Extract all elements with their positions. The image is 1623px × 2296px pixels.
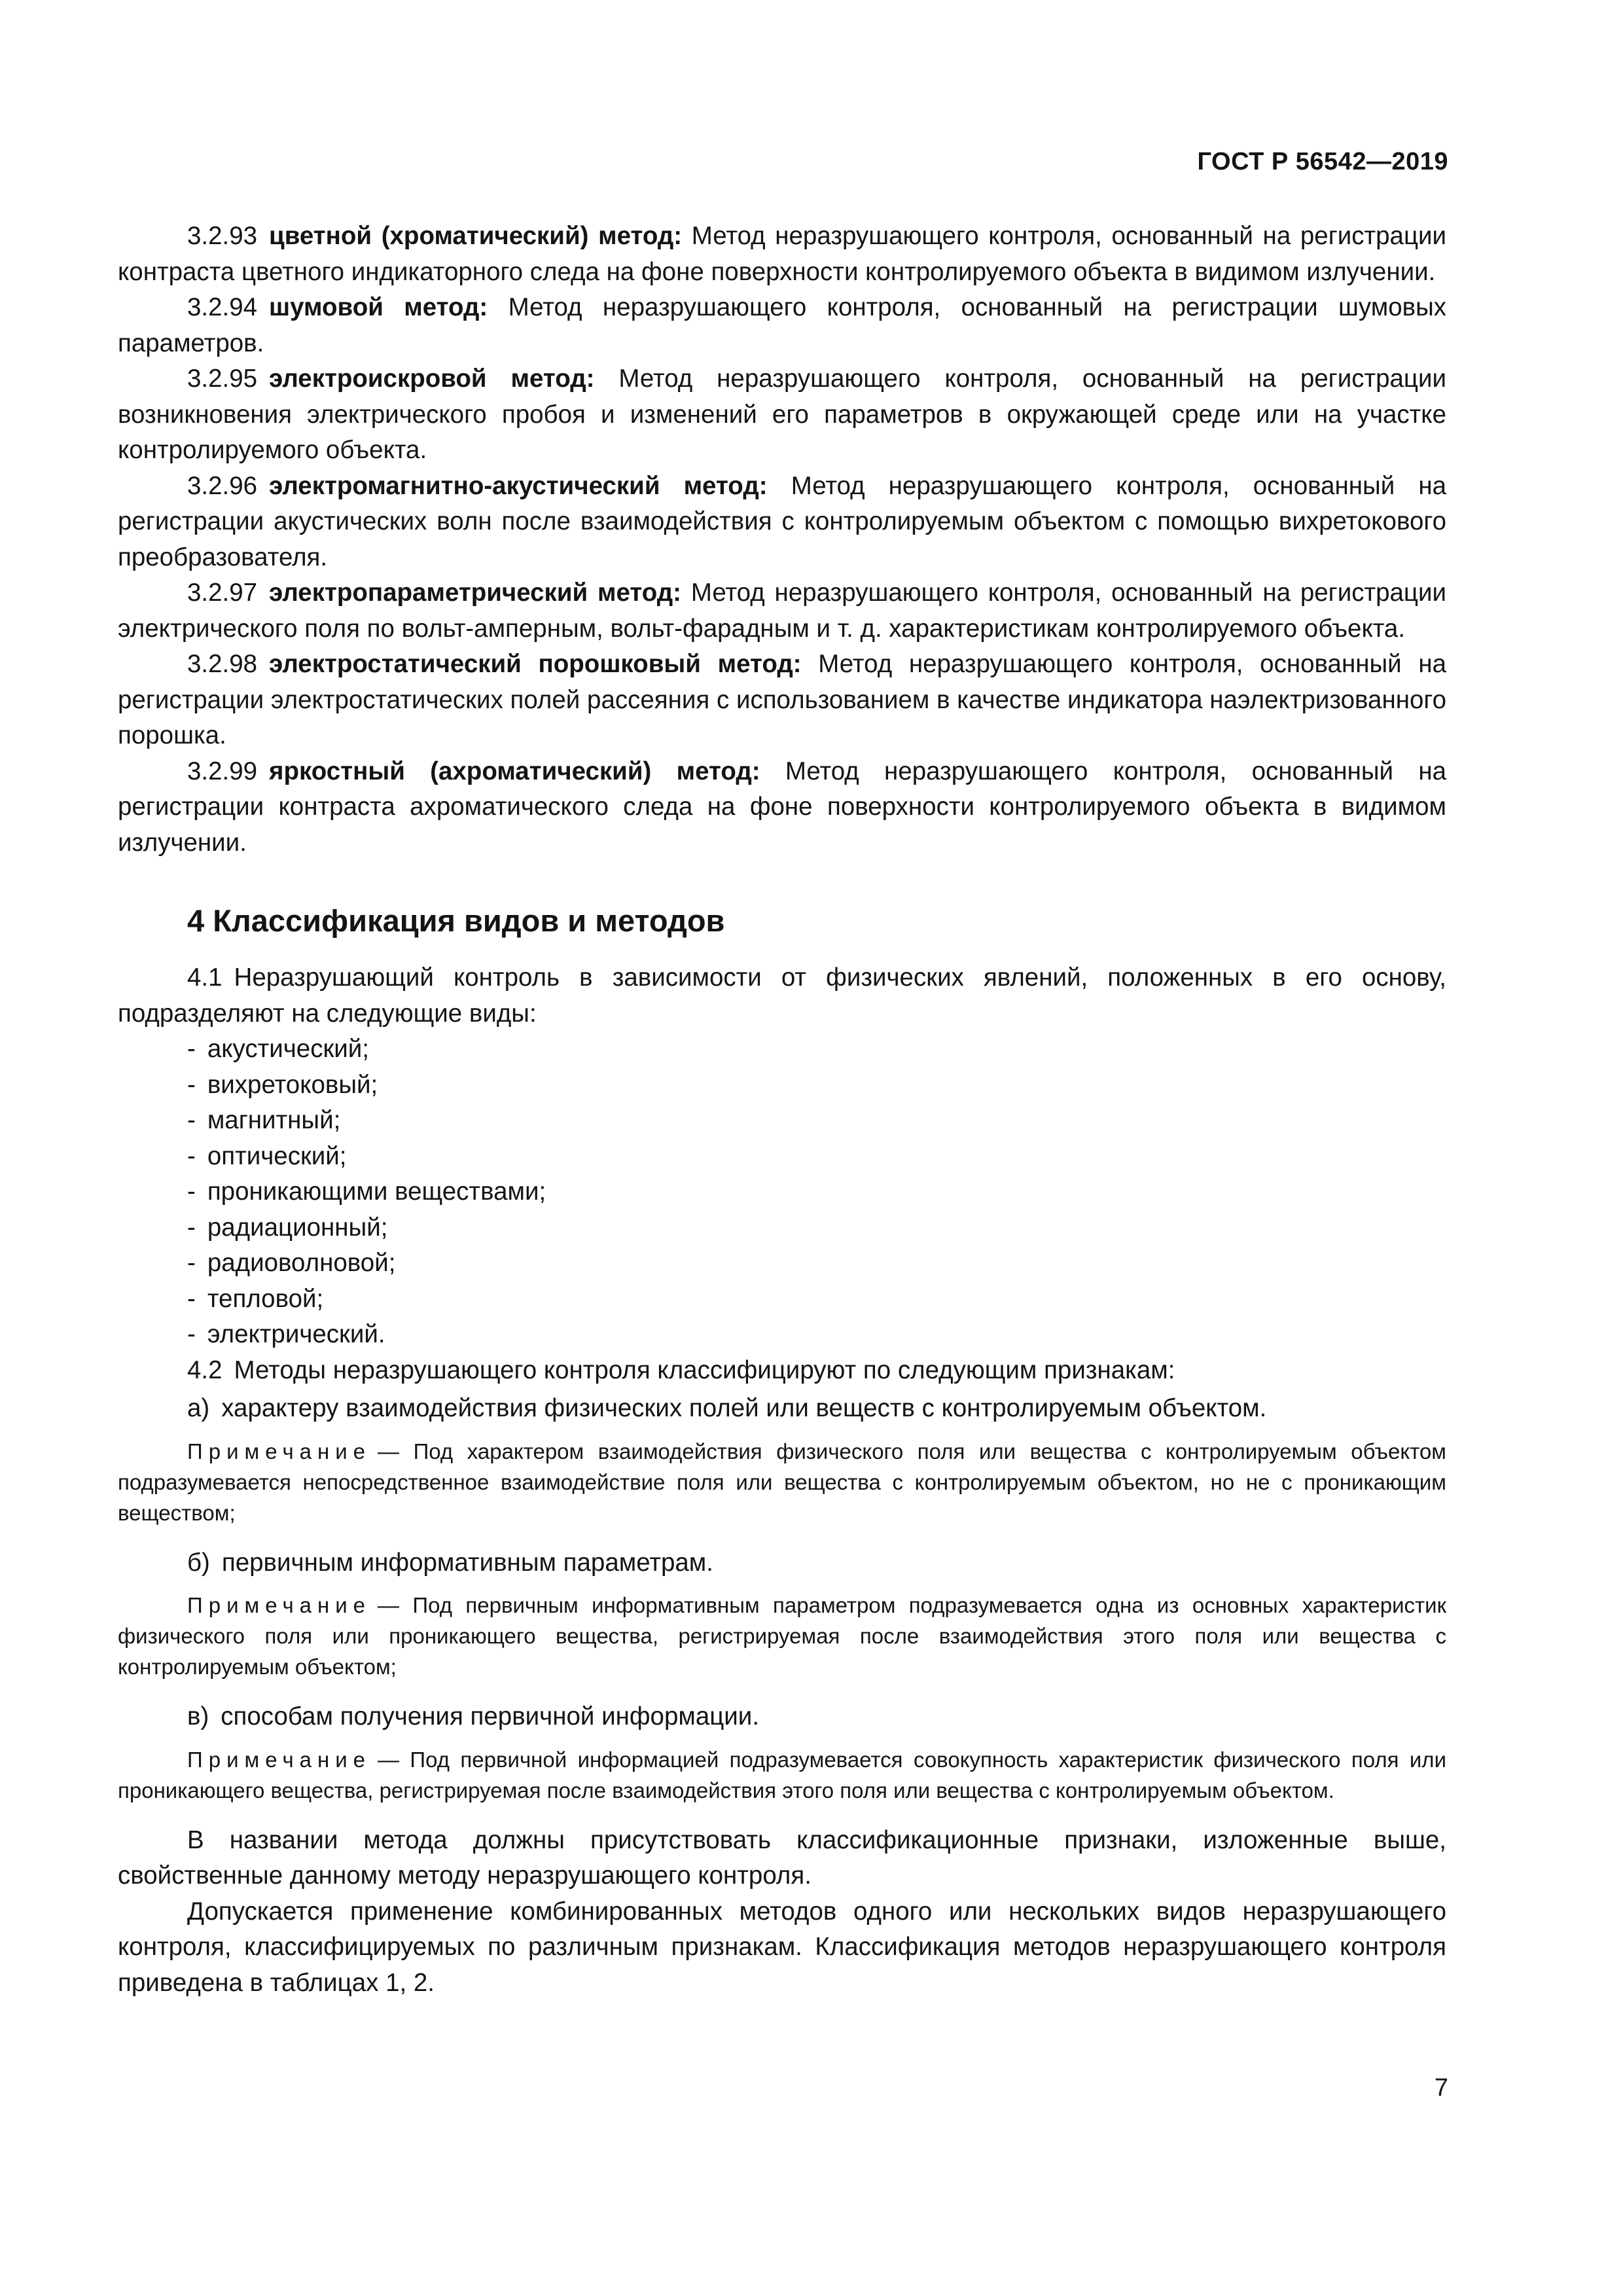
- closing-paragraphs: [118, 1823, 1446, 2001]
- classification-criteria: [118, 1391, 1446, 1806]
- definition-term: электроискровой метод:: [269, 365, 595, 393]
- definition-item: [118, 647, 1446, 754]
- definition-term: электростатический порошковый метод:: [269, 650, 802, 678]
- control-type-item: - вихретоковый;: [118, 1067, 1446, 1103]
- definitions-list: [118, 219, 1446, 861]
- note-label: Примечание: [187, 1747, 372, 1772]
- definition-term: электропараметрический метод:: [269, 579, 681, 607]
- criterion-item: [118, 1699, 1446, 1735]
- note-label: Примечание: [187, 1593, 372, 1617]
- definition-text: Метод неразрушающего контроля, основанный на регистрации акустических волн после взаимодействия с контролируемым объектом с помощью вихретокового преобразователя.: [118, 471, 1446, 571]
- criterion-label: б): [187, 1548, 210, 1577]
- definition-term: яркостный (ахроматический) метод:: [269, 757, 760, 785]
- note-text: Под характером взаимодействия физического поля или вещества с контролируемым объектом подразумевается непосредственное взаимодействие поля или вещества с контролируемым объектом, но не с проникающим веществом;: [118, 1439, 1446, 1525]
- clause-number: 4.1: [187, 963, 223, 992]
- definition-text: Метод неразрушающего контроля, основанный на регистрации электрического поля по вольт-амперным, вольт-фарадным и т. д. характеристикам контролируемого объекта.: [118, 579, 1446, 643]
- definition-text: Метод неразрушающего контроля, основанный на регистрации контраста ахроматического следа на фоне поверхности контролируемого объекта в видимом излучении.: [118, 757, 1447, 857]
- page-number: 7: [1434, 2074, 1448, 2102]
- definition-number: 3.2.94: [187, 293, 258, 321]
- definition-item: [118, 361, 1446, 469]
- control-type-item: - магнитный;: [118, 1103, 1446, 1139]
- paragraph-4-1: [118, 960, 1446, 1031]
- clause-text: Неразрушающий контроль в зависимости от физических явлений, положенных в его основу, подразделяют на следующие виды:: [118, 963, 1446, 1028]
- document-header: ГОСТ Р 56542—2019: [1197, 148, 1448, 175]
- criterion-item: [118, 1545, 1446, 1581]
- clause-text: Методы неразрушающего контроля классифицируют по следующим признакам:: [234, 1355, 1175, 1384]
- paragraph-4-2: [118, 1353, 1446, 1389]
- criterion-text: способам получения первичной информации.: [221, 1702, 760, 1731]
- note: [118, 1590, 1446, 1682]
- definition-number: 3.2.99: [187, 757, 258, 785]
- control-type-item: - оптический;: [118, 1139, 1446, 1175]
- definition-item: [118, 219, 1446, 290]
- definition-term: электромагнитно-акустический метод:: [269, 471, 768, 500]
- criterion-label: в): [187, 1702, 209, 1731]
- note: [118, 1744, 1446, 1806]
- definition-item: [118, 575, 1446, 647]
- control-type-item: - проникающими веществами;: [118, 1174, 1446, 1210]
- definition-number: 3.2.93: [187, 222, 258, 250]
- definition-term: шумовой метод:: [269, 293, 488, 321]
- control-types-list: [118, 1031, 1446, 1353]
- section-title: 4 Классификация видов и методов: [187, 903, 725, 938]
- control-type-item: - тепловой;: [118, 1282, 1446, 1318]
- criterion-item: [118, 1391, 1446, 1427]
- control-type-item: - акустический;: [118, 1031, 1446, 1067]
- definition-number: 3.2.97: [187, 579, 258, 607]
- note-text: Под первичной информацией подразумевается совокупность характеристик физического поля или проникающего вещества, регистрируемая после взаимодействия этого поля или вещества с контролируемым объектом.: [118, 1747, 1446, 1803]
- criterion-text: первичным информативным параметрам.: [221, 1548, 713, 1577]
- note-dash: —: [378, 1747, 400, 1772]
- note-dash: —: [378, 1593, 400, 1617]
- definition-number: 3.2.95: [187, 365, 258, 393]
- clause-number: 4.2: [187, 1355, 223, 1384]
- definition-item: [118, 469, 1446, 576]
- definition-number: 3.2.96: [187, 471, 258, 500]
- criterion-label: а): [187, 1394, 210, 1422]
- definition-text: Метод неразрушающего контроля, основанный на регистрации электростатических полей рассеяния с использованием в качестве индикатора наэлектризованного порошка.: [118, 650, 1447, 749]
- definition-text: Метод неразрушающего контроля, основанный на регистрации шумовых параметров.: [118, 293, 1447, 357]
- definition-text: Метод неразрушающего контроля, основанный на регистрации контраста цветного индикаторного следа на фоне поверхности контролируемого объекта в видимом излучении.: [118, 222, 1447, 286]
- criterion-text: характеру взаимодействия физических полей или веществ с контролируемым объектом.: [221, 1394, 1267, 1422]
- note-dash: —: [378, 1439, 400, 1463]
- closing-paragraph: Допускается применение комбинированных методов одного или нескольких видов неразрушающего контроля, классифицируемых по различным признакам. Классификация методов неразрушающего контроля приведена в таблицах 1, 2.: [118, 1897, 1446, 1997]
- definition-item: [118, 754, 1446, 861]
- definition-number: 3.2.98: [187, 650, 258, 678]
- note-text: Под первичным информативным параметром подразумевается одна из основных характеристик физического поля или проникающего вещества, регистрируемая после взаимодействия этого поля или вещества с контролируемым объектом;: [118, 1593, 1447, 1679]
- note-label: Примечание: [187, 1439, 372, 1463]
- closing-paragraph: В названии метода должны присутствовать классификационные признаки, изложенные выше, свойственные данному методу неразрушающего контроля.: [118, 1825, 1446, 1890]
- definition-text: Метод неразрушающего контроля, основанный на регистрации возникновения электрического пробоя и изменений его параметров в окружающей среде или на участке контролируемого объекта.: [118, 365, 1446, 464]
- definition-item: [118, 290, 1446, 361]
- page-body: [118, 219, 1446, 2001]
- definition-term: цветной (хроматический) метод:: [269, 222, 683, 250]
- note: [118, 1436, 1446, 1528]
- control-type-item: - электрический.: [118, 1317, 1446, 1353]
- control-type-item: - радиоволновой;: [118, 1246, 1446, 1282]
- control-type-item: - радиационный;: [118, 1210, 1446, 1246]
